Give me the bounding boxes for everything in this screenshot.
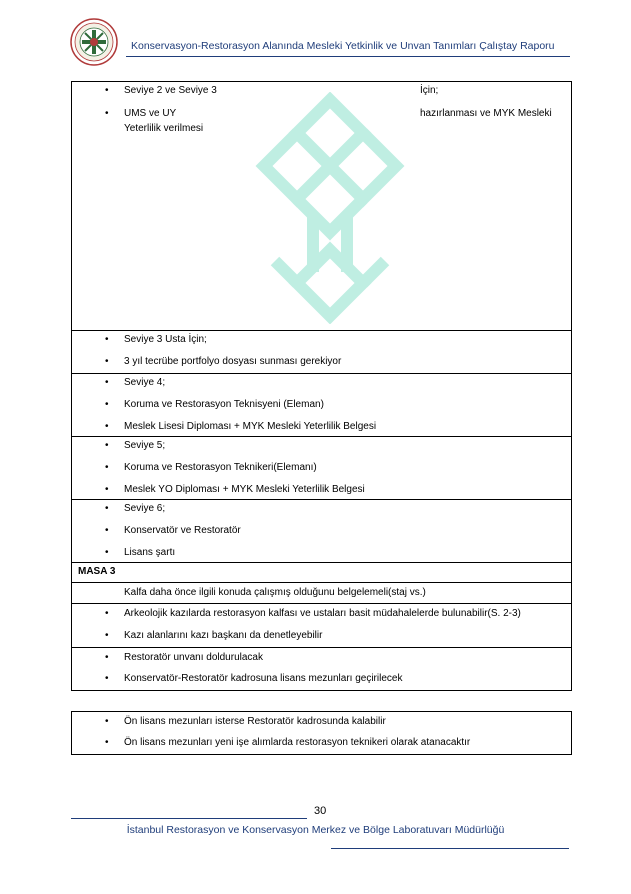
table-row-masa-3 xyxy=(72,562,571,582)
endless-knot-watermark-icon xyxy=(255,92,405,324)
header-title: Konservasyon-Restorasyon Alanında Mesleki Yetkinlik ve Unvan Tanımları Çalıştay Raporu xyxy=(131,40,555,52)
table-row-arkeolojik: • Arkeolojik kazılarda restorasyon kalfası ve ustaları basit müdahalelerde bulunabilir(S. 2-3) • Kazı alanlarını kazı başkanı da denetleyebilir xyxy=(72,603,571,647)
table-row-seviye-4: • Seviye 4; • Koruma ve Restorasyon Teknisyeni (Eleman) • Meslek Lisesi Diplоması + MYK Mesleki Yeterlilik Belgesi xyxy=(72,373,571,436)
table-row-seviye-5: • Seviye 5; • Koruma ve Restorasyon Teknikeri(Elemanı) • Meslek YO Diploması + MYK Mesleki Yeterlilik Belgesi xyxy=(72,436,571,499)
footer-rule-right xyxy=(331,848,569,849)
masa-label: MASA 3 xyxy=(78,566,116,577)
right-cell-text: hazırlanması ve MYK Mesleki xyxy=(420,108,552,119)
table-row-on-lisans: • Ön lisans mezunları isterse Restoratör kadrosunda kalabilir • Ön lisans mezunları yeni işe alımlarda restorasyon teknikeri olarak atanacaktır xyxy=(105,716,471,748)
footer-title: İstanbul Restorasyon ve Konservasyon Merkez ve Bölge Laboratuvarı Müdürlüğü xyxy=(126,824,505,836)
table-row-seviye-3-usta: • Seviye 3 Usta İçin; • 3 yıl tecrübe portfolyo dosyası sunması gerekiyor xyxy=(72,330,571,373)
table-row-seviye-2-3: • Seviye 2 ve Seviye 3 • UMS ve UY Yeterlilik verilmesi İçin; hazırlanması ve MYK Mesleki xyxy=(105,85,552,134)
secondary-table xyxy=(71,711,572,755)
table-row-kalfa: Kalfa daha önce ilgili konuda çalışmış olduğunu belgelemeli(staj vs.) xyxy=(72,582,571,603)
table-row-seviye-6: • Seviye 6; • Konservatör ve Restoratör • Lisans şartı xyxy=(72,499,571,562)
page-number: 30 xyxy=(314,805,327,817)
footer-rule-left xyxy=(71,818,307,819)
header-rule xyxy=(126,56,570,57)
institution-seal-icon xyxy=(70,18,118,66)
table-row-restorator: • Restoratör unvanı doldurulacak • Konservatör-Restoratör kadrosuna lisans mezunları geçirilecek xyxy=(72,647,571,690)
right-cell-text: İçin; xyxy=(420,85,439,96)
